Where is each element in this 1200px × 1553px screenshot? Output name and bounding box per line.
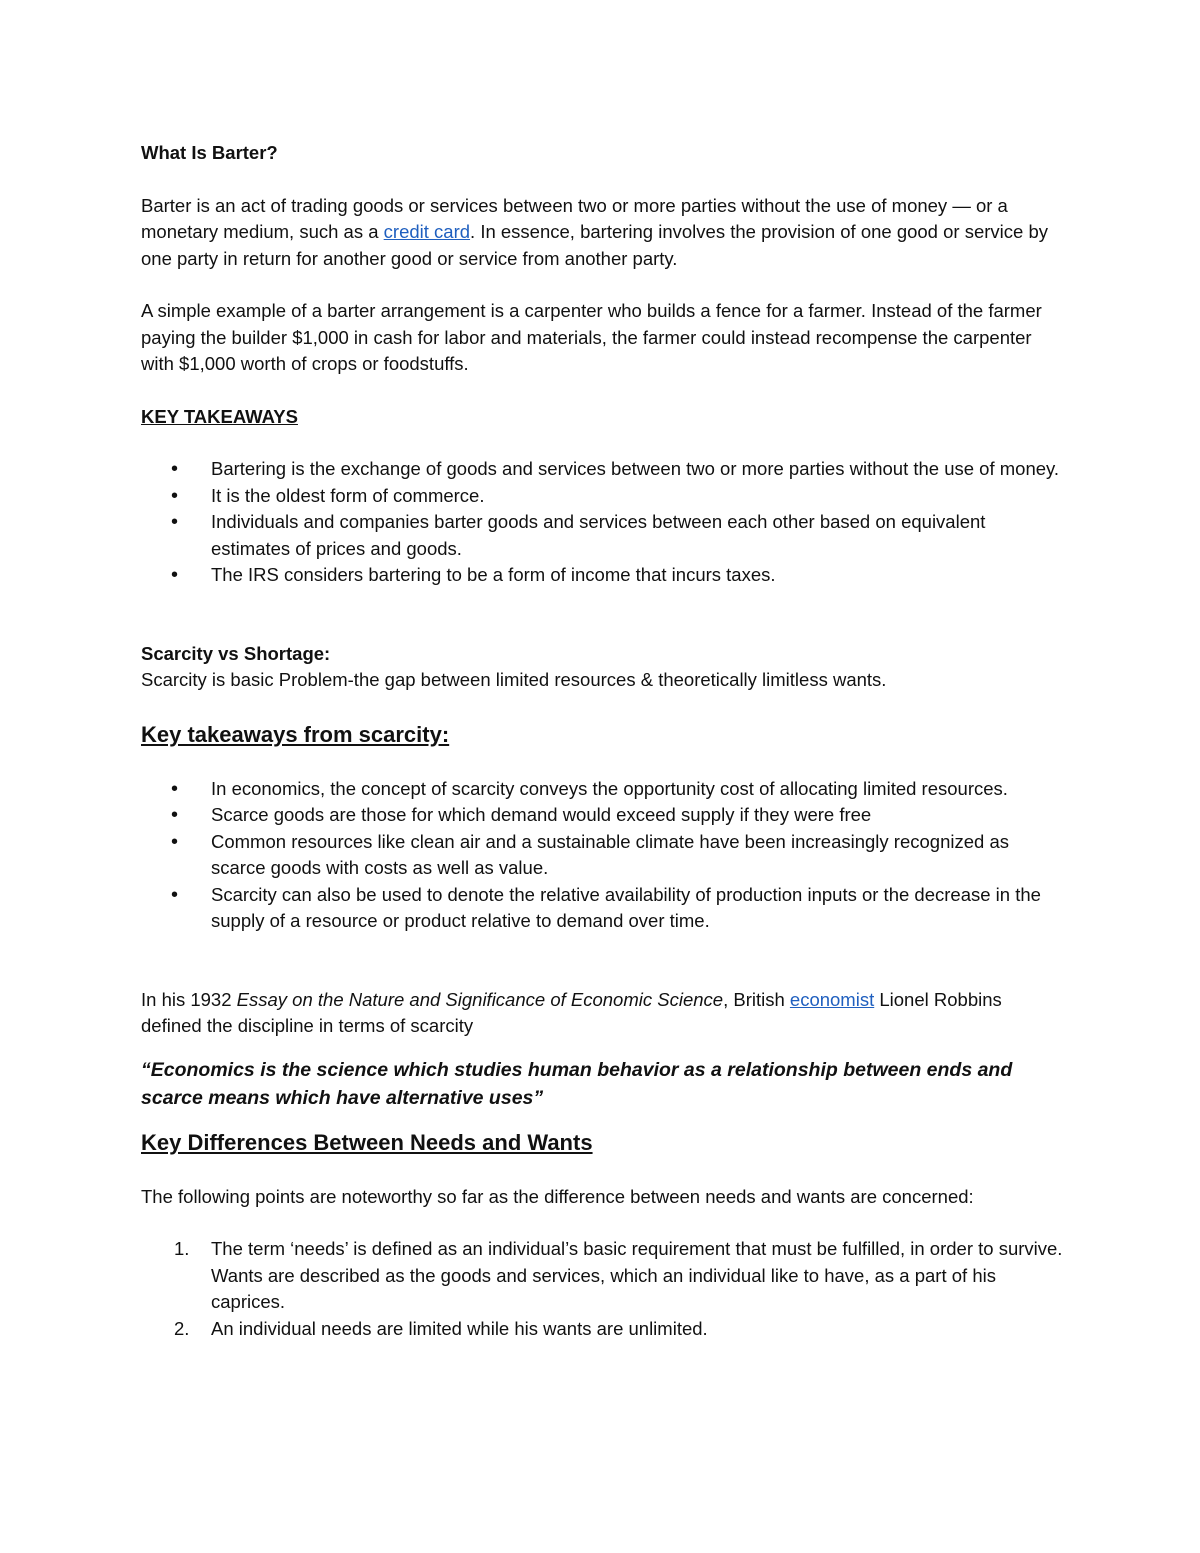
list-item-text: The term ‘needs’ is defined as an individual’s basic requirement that must be fulfilled, in order to survive. Wants are described as the goods and services, which an individual like to have, as a part of his caprices. — [211, 1238, 1063, 1312]
paragraph-text: . In essence, bartering involves the provision of one good or service by one party in return for another good or service from another party. — [141, 221, 1048, 269]
list-item: • Scarce goods are those for which demand would exceed supply if they were free — [141, 802, 1066, 829]
heading-scarcity-takeaways: Key takeaways from scarcity: — [141, 721, 450, 747]
heading-key-takeaways: KEY TAKEAWAYS — [141, 405, 298, 427]
list-number: 1. — [174, 1238, 190, 1259]
list-item: • The IRS considers bartering to be a form of income that incurs taxes. — [141, 562, 1066, 589]
needs-wants-list — [141, 1236, 1066, 1342]
paragraph-needs-wants-intro: The following points are noteworthy so far as the difference between needs and wants are concerned: — [141, 1185, 974, 1207]
paragraph-text: , British — [723, 988, 790, 1010]
credit-card-link[interactable]: credit card — [383, 221, 471, 242]
paragraph-text: Lionel Robbins defined the discipline in terms of scarcity — [141, 988, 1002, 1036]
paragraph-text: In his 1932 — [141, 988, 237, 1010]
robbins-quote: “Economics is the science which studies human behavior as a relationship between ends and scarce means which have alternative uses” — [141, 1058, 1013, 1109]
list-item: • In economics, the concept of scarcity conveys the opportunity cost of allocating limited resources. — [141, 776, 1066, 803]
paragraph-text: Barter is an act of trading goods or services between two or more parties without the use of money — or a monetary medium, such as a — [141, 194, 1008, 242]
heading-scarcity-vs-shortage: Scarcity vs Shortage: — [141, 642, 331, 664]
essay-title: Essay on the Nature and Significance of Economic Science — [236, 988, 724, 1010]
economist-link[interactable]: economist — [789, 988, 875, 1010]
list-item: • Bartering is the exchange of goods and services between two or more parties without the use of money. — [141, 456, 1066, 483]
scarcity-takeaways-list — [141, 776, 1066, 935]
key-takeaways-list — [141, 456, 1066, 589]
list-item: • Common resources like clean air and a sustainable climate have been increasingly recognized as scarce goods with costs as well as value. — [141, 829, 1066, 882]
list-item: • Scarcity can also be used to denote the relative availability of production inputs or the decrease in the supply of a resource or product relative to demand over time. — [141, 882, 1066, 935]
paragraph-scarcity: Scarcity is basic Problem-the gap between limited resources & theoretically limitless wants. — [141, 669, 887, 690]
heading-needs-vs-wants: Key Differences Between Needs and Wants — [141, 1129, 593, 1155]
list-item — [141, 1316, 1066, 1343]
list-item: • Individuals and companies barter goods and services between each other based on equivalent estimates of prices and goods. — [141, 509, 1066, 562]
paragraph-robbins — [141, 987, 1066, 1040]
document-page — [141, 140, 1066, 1342]
list-number: 2. — [174, 1317, 190, 1339]
list-item: • It is the oldest form of commerce. — [141, 483, 1066, 510]
paragraph-barter-definition — [141, 193, 1066, 273]
paragraph-barter-example: A simple example of a barter arrangement is a carpenter who builds a fence for a farmer. Instead of the farmer paying the builder $1,000 in cash for labor and materials, the farmer could instead recompense the carpenter with $1,000 worth of crops or foodstuffs. — [141, 300, 1042, 374]
list-item-text: An individual needs are limited while his wants are unlimited. — [211, 1317, 708, 1339]
list-item — [141, 1236, 1066, 1316]
heading-what-is-barter: What Is Barter? — [141, 142, 278, 163]
